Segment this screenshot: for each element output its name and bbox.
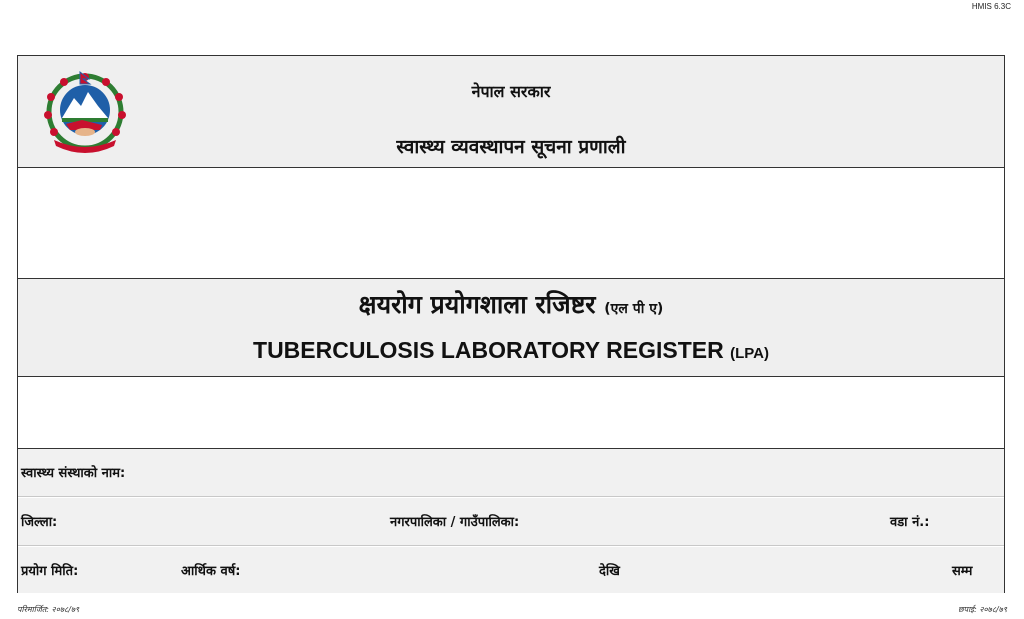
blank-area-middle — [18, 377, 1004, 449]
district-label: जिल्ला: — [21, 515, 58, 530]
title-nepali: क्षयरोग प्रयोगशाला रजिष्टर — [358, 290, 596, 319]
fiscal-year-label: आर्थिक वर्ष: — [181, 564, 241, 579]
header-band — [18, 56, 1004, 168]
title-english: TUBERCULOSIS LABORATORY REGISTER — [253, 337, 724, 363]
facility-row — [18, 449, 1004, 497]
municipality-label: नगरपालिका / गाउँपालिका: — [390, 515, 520, 530]
usage-date-label: प्रयोग मिति: — [21, 564, 79, 579]
date-row — [18, 547, 1004, 593]
system-name: स्वास्थ्य व्यवस्थापन सूचना प्रणाली — [396, 136, 626, 158]
title-english-line — [18, 337, 1004, 364]
form-code: HMIS 6.3C — [971, 2, 1011, 11]
blank-area-top — [18, 168, 1004, 279]
government-name: नेपाल सरकार — [471, 82, 551, 101]
to-label: सम्म — [952, 564, 973, 579]
register-cover — [17, 55, 1005, 593]
ward-no-label: वडा नं.: — [890, 515, 930, 530]
from-label: देखि — [599, 564, 620, 579]
printed-note: छपाई: २०७८/७९ — [957, 605, 1007, 614]
revised-note: परिमार्जित: २०७८/७९ — [17, 605, 80, 614]
title-nepali-line — [18, 287, 1004, 321]
title-nepali-abbrev: (एल पी ए) — [604, 301, 664, 317]
facility-name-label: स्वास्थ्य संस्थाको नाम: — [21, 466, 126, 481]
title-band — [18, 279, 1004, 377]
title-english-abbrev: (LPA) — [730, 345, 769, 362]
location-row — [18, 498, 1004, 546]
